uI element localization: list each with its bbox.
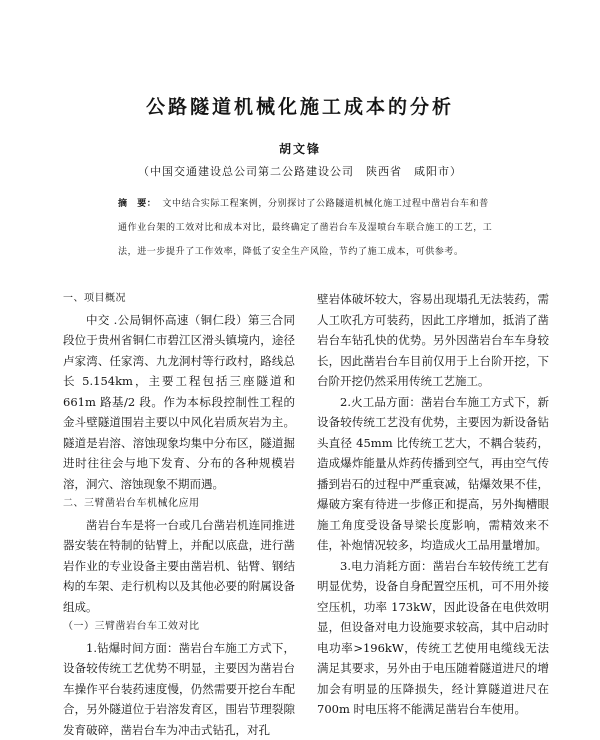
paragraph-power-consumption: 3.电力消耗方面：凿岩台车较传统工艺有明显优势，设备自身配置空压机，可不用外接空压机，功率 173kW，因此设备在电供效明显，但设备对电力设施要求较高，其中启动时电功率>196kW，传统工艺使用电缆线无法满足其要求，另外由于电压随着隧道进尺的增加会有明显的压降损失，经计算隧道进尺在 700m 时电压将不能满足凿岩台车使用。 (317, 556, 549, 720)
paragraph-blasting-time: 1.钻爆时间方面：凿岩台车施工方式下，设备较传统工艺优势不明显，主要因为凿岩台车操作平台装药速度慢，仍然需要开挖台车配合，另外隧道位于岩溶发育区，围岩节理裂隙发育破碎，凿岩台车为冲击式钻孔，对孔 (63, 638, 295, 740)
paragraph-drill-jumbo-intro: 凿岩台车是将一台或几台凿岩机连同推进器安装在特制的钻臂上，并配以底盘，进行凿岩作业的专业设备主要由凿岩机、钻臂、钢结构的车架、走行机构以及其他必要的附属设备组成。 (63, 515, 295, 618)
section-heading-drill-jumbo: 二、三臂凿岩台车机械化应用 (63, 494, 295, 515)
paragraph-continued: 壁岩体破坏较大，容易出现塌孔无法装药，需人工吹孔方可装药，因此工序增加，抵消了凿岩台车钻孔快的优势。另外因凿岩台车车身较长，因此凿岩台车目前仅用于上台阶开挖，下台阶开挖仍然采用传统工艺施工。 (317, 289, 549, 392)
author-name: 胡文锋 (0, 140, 600, 157)
paragraph-explosives: 2.火工品方面：凿岩台车施工方式下，新设备较传统工艺没有优势，主要因为新设备钻头直径 45mm 比传统工艺大，不耦合装药，造成爆炸能量从炸药传播到空气，再由空气传播到岩石的过程中严重衰减，钻爆效果不佳，爆破方案有待进一步修正和提高，另外掏槽眼施工角度受设备导梁长度影响，需精效来不佳，补炮情况较多，均造成火工品用量增加。 (317, 392, 549, 556)
paper-title: 公路隧道机械化施工成本的分析 (0, 92, 600, 119)
subsection-heading-efficiency: （一）三臂凿岩台车工效对比 (63, 617, 295, 638)
paragraph-project-overview: 中交 .公局铜怀高速（铜仁段）第三合同段位于贵州省铜仁市碧江区滑头镇境内，途径卢家湾、任家湾、九龙洞村等行政村，路线总长 5.154km，主要工程包括三座隧道和 661m 路基/2 段。作为本标段控制性工程的金斗壁隧道围岩主要以中风化岩质灰岩为主。隧道是岩溶、溶蚀现象均集中分布区，隧道掘进时往往会与地下发育、分布的各种规模岩溶，洞穴、溶蚀现象不期而遇。 (63, 310, 295, 495)
abstract (118, 192, 498, 264)
abstract-text: 文中结合实际工程案例，分别探讨了公路隧道机械化施工过程中凿岩台车和普通作业台架的工效对比和成本对比，最终确定了凿岩台车及湿喷台车联合施工的工艺，工法，进一步提升了工作效率，降低了安全生产风险，节约了施工成本，可供参考。 (118, 199, 492, 257)
right-column (317, 289, 549, 720)
section-heading-project-overview: 一、项目概况 (63, 289, 295, 310)
abstract-label: 摘 要： (118, 199, 156, 209)
author-affiliation: （中国交通建设总公司第二公路建设公司 陕西省 咸阳市） (0, 163, 600, 179)
left-column (63, 289, 295, 740)
